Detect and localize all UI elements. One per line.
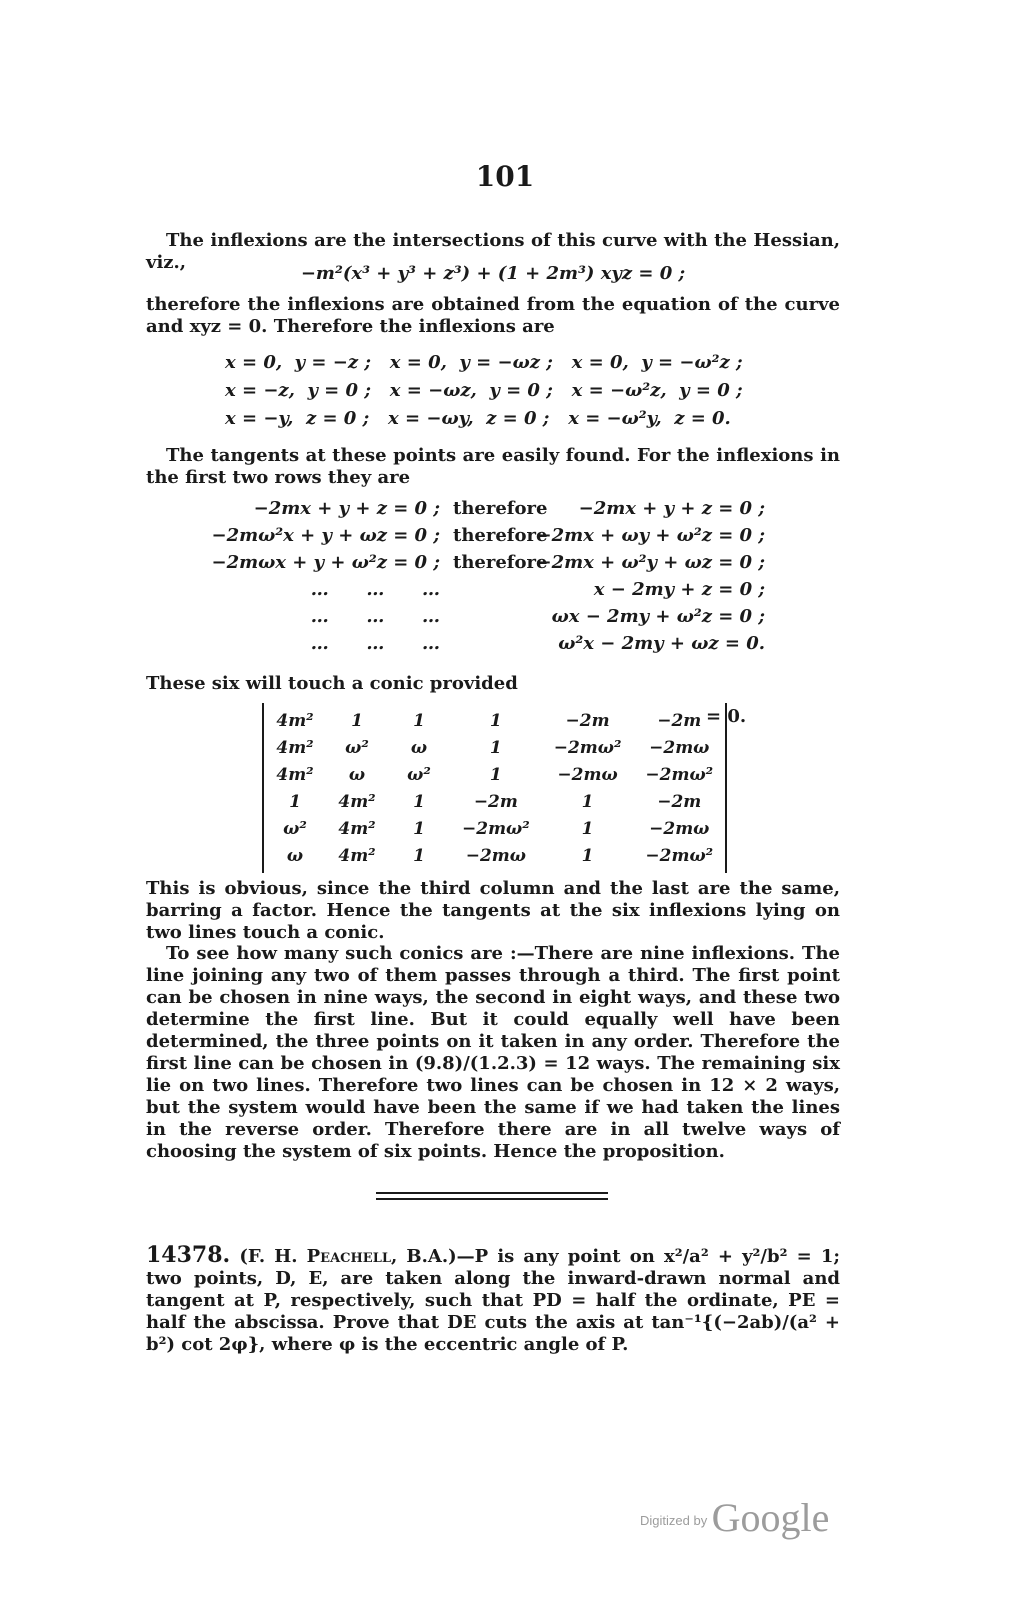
watermark-logo: Google xyxy=(711,1495,830,1540)
tangent-left: … … … xyxy=(310,633,440,654)
determinant-cell: −2mω² xyxy=(462,818,530,839)
tangent-left: −2mωx + y + ω²z = 0 ; xyxy=(211,552,440,573)
determinant-cell: 1 xyxy=(489,737,502,758)
determinant-cell: −2mω² xyxy=(553,737,622,758)
tangent-row xyxy=(225,633,805,660)
determinant-cell: 1 xyxy=(413,791,425,812)
obvious-paragraph: This is obvious, since the third column and the last are the same, barring a factor. Hence the tangents at the six inflexions lying on two lines touch a conic. xyxy=(146,878,840,943)
tangent-left: … … … xyxy=(310,579,440,600)
determinant-row xyxy=(264,707,725,734)
tangent-row xyxy=(225,606,805,633)
determinant-cell: 1 xyxy=(413,818,425,839)
determinant-cell: ω² xyxy=(283,818,307,839)
conic-intro: These six will touch a conic provided xyxy=(146,673,518,694)
determinant-cell: 4m² xyxy=(276,710,314,731)
determinant-row xyxy=(264,815,725,842)
hessian-equation: −m²(x³ + y³ + z³) + (1 + 2m³) xyz = 0 ; xyxy=(300,263,686,284)
tangent-right: ω²x − 2my + ωz = 0. xyxy=(558,633,765,654)
tangent-right: ωx − 2my + ω²z = 0 ; xyxy=(551,606,765,627)
tangent-right: −2mx + ω²y + ωz = 0 ; xyxy=(536,552,765,573)
determinant-cell: −2m xyxy=(657,791,702,812)
determinant-cell: −2m xyxy=(473,791,518,812)
determinant-cell: −2mω xyxy=(465,845,526,866)
section-rule xyxy=(376,1198,608,1200)
determinant-cell: 1 xyxy=(413,845,425,866)
tangent-mid: therefore xyxy=(453,552,548,573)
determinant xyxy=(262,703,727,873)
determinant-row xyxy=(264,788,725,815)
inflexion-row: x = −z, y = 0 ; x = −ωz, y = 0 ; x = −ω²z, y = 0 ; xyxy=(225,380,743,401)
problem-number: 14378. xyxy=(146,1242,231,1268)
determinant-cell: 1 xyxy=(581,845,594,866)
determinant-cell: 1 xyxy=(581,818,594,839)
determinant-cell: ω xyxy=(410,737,428,758)
inflexion-row: x = 0, y = −z ; x = 0, y = −ωz ; x = 0, y = −ω²z ; xyxy=(225,352,743,373)
determinant-cell: 4m² xyxy=(338,818,376,839)
tangent-equations xyxy=(211,498,805,660)
problem-author: (F. H. Peachell, B.A.) xyxy=(239,1246,457,1267)
problem-14378 xyxy=(146,1244,840,1356)
determinant-cell: 1 xyxy=(351,710,363,731)
intro-line: The inflexions are the intersections of this curve with the Hessian, viz., xyxy=(146,230,840,273)
section-rule xyxy=(376,1192,608,1194)
count-paragraph: To see how many such conics are :—There are nine inflexions. The line joining any two of them passes through a third. The first point can be chosen in nine ways, the second in eight ways, and these two determine the first line. But it could equally well have been determined, the three points on it taken in any order. Therefore the first line can be chosen in (9.8)/(1.2.3) = 12 ways. The remaining six lie on two lines. Therefore two lines can be chosen in 12 × 2 ways, but the system would have been the same if we had taken the lines in the reverse order. Therefore there are in all twelve ways of choosing the system of six points. Hence the proposition. xyxy=(146,943,840,1162)
determinant-cell: 4m² xyxy=(276,764,314,785)
tangent-right: −2mx + y + z = 0 ; xyxy=(578,498,765,519)
determinant-cell: 1 xyxy=(581,791,594,812)
determinant-cell: −2m xyxy=(657,710,702,731)
tangent-row xyxy=(211,552,805,579)
tangent-row xyxy=(211,525,805,552)
tangent-mid: therefore xyxy=(453,498,548,519)
tangent-left: −2mω²x + y + ωz = 0 ; xyxy=(211,525,440,546)
determinant-cell: 4m² xyxy=(276,737,314,758)
determinant-cell: ω xyxy=(348,764,366,785)
determinant-cell: −2mω² xyxy=(645,845,714,866)
determinant-cell: 4m² xyxy=(338,791,376,812)
determinant-cell: 1 xyxy=(289,791,301,812)
determinant-rhs: = 0. xyxy=(706,706,747,727)
determinant-cell: −2m xyxy=(565,710,610,731)
tangent-right: x − 2my + z = 0 ; xyxy=(593,579,765,600)
determinant-cell: 4m² xyxy=(338,845,376,866)
determinant-row xyxy=(264,734,725,761)
tangent-left: … … … xyxy=(310,606,440,627)
watermark-small: Digitized by xyxy=(640,1513,708,1528)
determinant-cell: ω² xyxy=(407,764,431,785)
problem-text: —P is any point on x²/a² + y²/b² = 1; two points, D, E, are taken along the inward-drawn normal and tangent at P, respectively, such that PD = half the ordinate, PE = half the abscissa. Prove that DE cuts the axis at tan⁻¹{(−2ab)/(a² + b²) cot 2φ}, where φ is the eccentric angle of P. xyxy=(146,1246,840,1355)
tangent-left: −2mx + y + z = 0 ; xyxy=(253,498,440,519)
tangent-row xyxy=(225,579,805,606)
page-number: 101 xyxy=(475,160,535,193)
determinant-cell: −2mω xyxy=(649,737,710,758)
inflexion-row: x = −y, z = 0 ; x = −ωy, z = 0 ; x = −ω²y, z = 0. xyxy=(225,408,731,429)
determinant-cell: 1 xyxy=(489,710,502,731)
determinant-cell: ω² xyxy=(345,737,369,758)
determinant-row xyxy=(264,842,725,869)
determinant-cell: −2mω xyxy=(557,764,618,785)
determinant-row xyxy=(264,761,725,788)
tangents-intro: The tangents at these points are easily found. For the inflexions in the first two rows they are xyxy=(146,445,840,488)
determinant-cell: ω xyxy=(286,845,304,866)
tangent-right: −2mx + ωy + ω²z = 0 ; xyxy=(536,525,765,546)
determinant-cell: −2mω² xyxy=(645,764,714,785)
therefore-text: therefore the inflexions are obtained from the equation of the curve and xyz = 0. Therefore the inflexions are xyxy=(146,294,840,337)
tangent-row xyxy=(225,498,805,525)
determinant-cell: 1 xyxy=(413,710,425,731)
watermark xyxy=(640,1494,829,1541)
determinant-cell: −2mω xyxy=(649,818,710,839)
determinant-cell: 1 xyxy=(489,764,502,785)
tangent-mid: therefore xyxy=(453,525,548,546)
